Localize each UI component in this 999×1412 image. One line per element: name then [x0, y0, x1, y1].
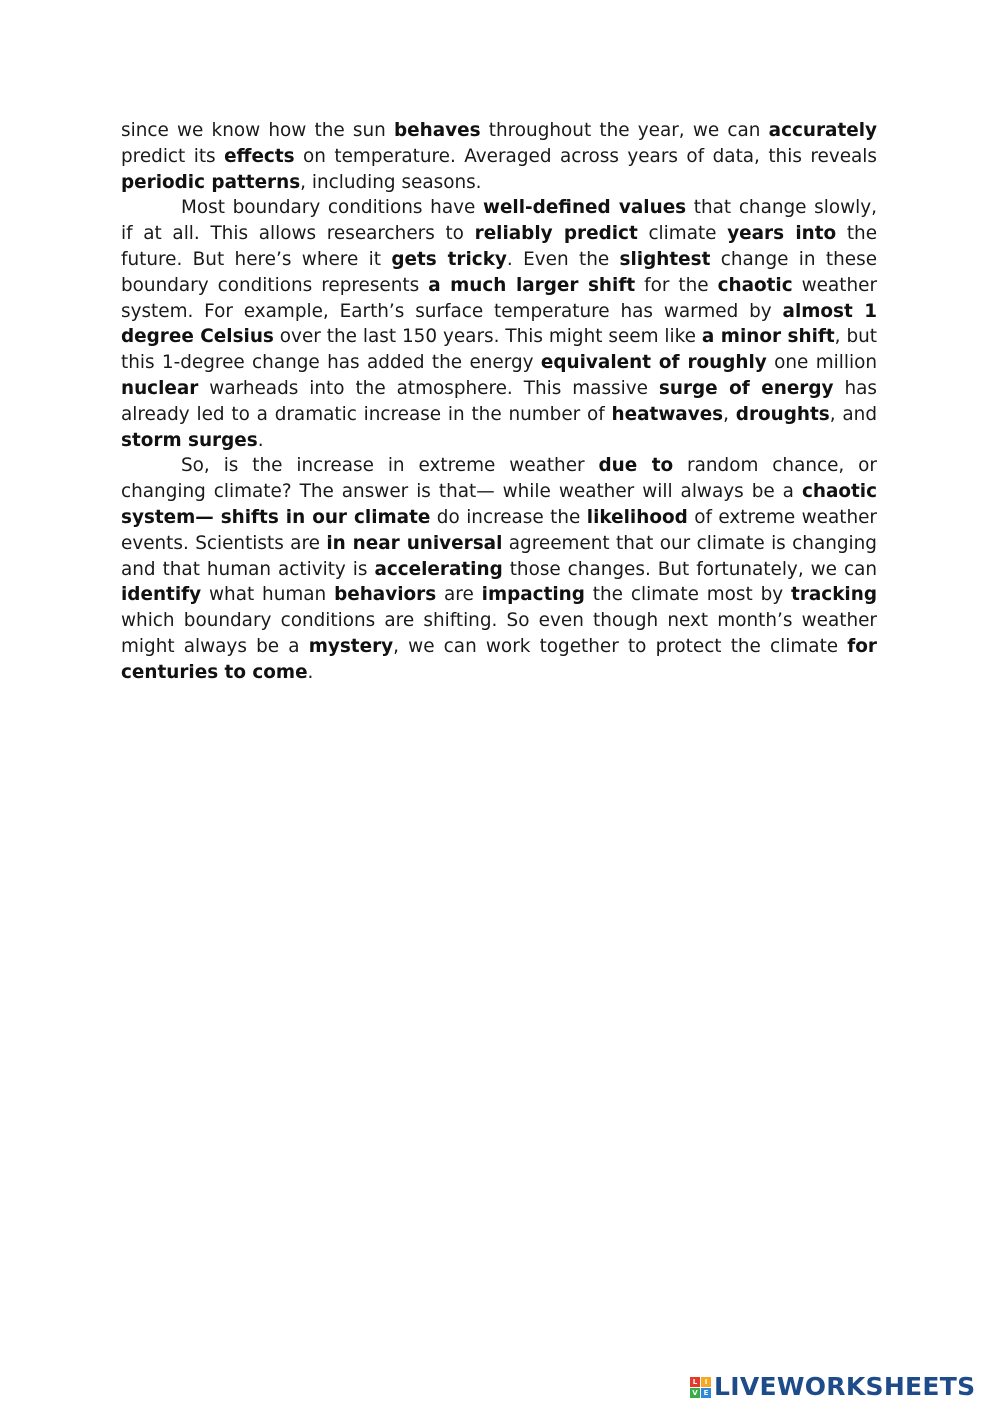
text-run: climate: [637, 223, 728, 245]
text-run: the future. But here’s where it: [121, 223, 878, 270]
bold-term: identify: [121, 584, 202, 606]
bold-term: reliably predict: [474, 223, 638, 245]
text-run: which boundary conditions are shifting. So even though next month’s weather might always be a: [121, 610, 877, 657]
reading-passage: [121, 118, 877, 686]
bold-term: heatwaves: [611, 403, 724, 425]
bold-term: a much larger shift: [428, 274, 636, 296]
bold-term: periodic patterns: [121, 171, 301, 193]
text-run: change in these boundary conditions represents: [121, 248, 878, 296]
text-run: random chance, or changing climate? The answer is that— while weather will always be a: [121, 455, 877, 503]
text-run: .: [257, 429, 264, 451]
bold-term: in near universal: [326, 532, 503, 554]
bold-term: accelerating: [374, 558, 503, 580]
text-run: those changes. But fortunately, we can: [502, 558, 877, 580]
text-run: agreement that our climate is changing and that human activity is: [121, 532, 877, 580]
bold-term: behaviors: [334, 584, 437, 606]
text-run: .: [307, 661, 314, 683]
text-run: throughout the year, we can: [480, 120, 769, 141]
bold-term: gets tricky: [391, 248, 507, 270]
text-run: what human: [201, 584, 335, 606]
paragraph: [121, 118, 877, 195]
text-run: of extreme weather events. Scientists are: [121, 506, 877, 554]
text-run: on temperature. Averaged across years of data, this reveals: [294, 145, 877, 167]
liveworksheets-logo: [690, 1372, 975, 1402]
text-run: the climate most by: [584, 584, 792, 606]
text-run: . Even the: [506, 248, 620, 270]
paragraph: [121, 453, 877, 685]
bold-term: impacting: [481, 584, 585, 606]
bold-term: mystery: [308, 635, 394, 657]
text-run: , including seasons.: [300, 171, 482, 193]
text-run: that change slowly, if at all. This allows researchers to: [121, 197, 877, 245]
bold-term: likelihood: [586, 506, 688, 528]
text-run: do increase the: [430, 506, 587, 528]
text-run: one million: [766, 352, 877, 374]
text-run: since we know how the sun: [121, 120, 395, 141]
logo-mark-square: E: [701, 1388, 711, 1398]
bold-term: equivalent of roughly: [540, 352, 767, 374]
logo-text: LIVEWORKSHEETS: [714, 1372, 976, 1401]
text-run: Most boundary conditions have: [181, 197, 483, 219]
logo-mark-square: L: [690, 1377, 700, 1387]
bold-term: nuclear: [121, 377, 199, 399]
bold-term: well-defined values: [482, 197, 687, 219]
text-run: ,: [723, 403, 736, 425]
text-run: has already led to a dramatic increase in the number of: [121, 377, 877, 425]
bold-term: accurately: [768, 120, 878, 141]
bold-term: slightest: [619, 248, 711, 270]
text-run: So, is the increase in extreme weather: [181, 455, 599, 477]
bold-term: chaotic system— shifts in our climate: [121, 481, 877, 528]
bold-term: a minor shift: [701, 326, 835, 348]
bold-term: due to: [598, 455, 674, 477]
bold-term: behaves: [394, 120, 481, 141]
bold-term: droughts: [735, 403, 830, 425]
logo-mark-icon: [690, 1377, 711, 1398]
bold-term: effects: [224, 145, 295, 167]
paragraph: [121, 195, 877, 453]
text-run: warheads into the atmosphere. This massive: [198, 377, 659, 399]
text-run: , but this 1-degree change has added the energy: [121, 326, 877, 374]
bold-term: years into: [727, 223, 837, 245]
text-run: , and: [829, 403, 877, 425]
bold-term: storm surges: [121, 429, 258, 451]
bold-term: for centuries to come: [121, 635, 877, 683]
text-run: over the last 150 years. This might seem like: [273, 326, 702, 348]
bold-term: surge of energy: [658, 377, 834, 399]
bold-term: tracking: [791, 584, 877, 606]
bold-term: almost 1 degree Celsius: [121, 300, 877, 348]
logo-mark-square: I: [701, 1377, 711, 1387]
text-run: predict its: [121, 145, 225, 167]
text-run: are: [436, 584, 482, 606]
logo-mark-square: V: [690, 1388, 700, 1398]
text-run: for the: [635, 274, 718, 296]
bold-term: chaotic: [717, 274, 793, 296]
text-run: , we can work together to protect the climate: [393, 635, 848, 657]
text-run: weather system. For example, Earth’s surface temperature has warmed by: [121, 274, 878, 322]
